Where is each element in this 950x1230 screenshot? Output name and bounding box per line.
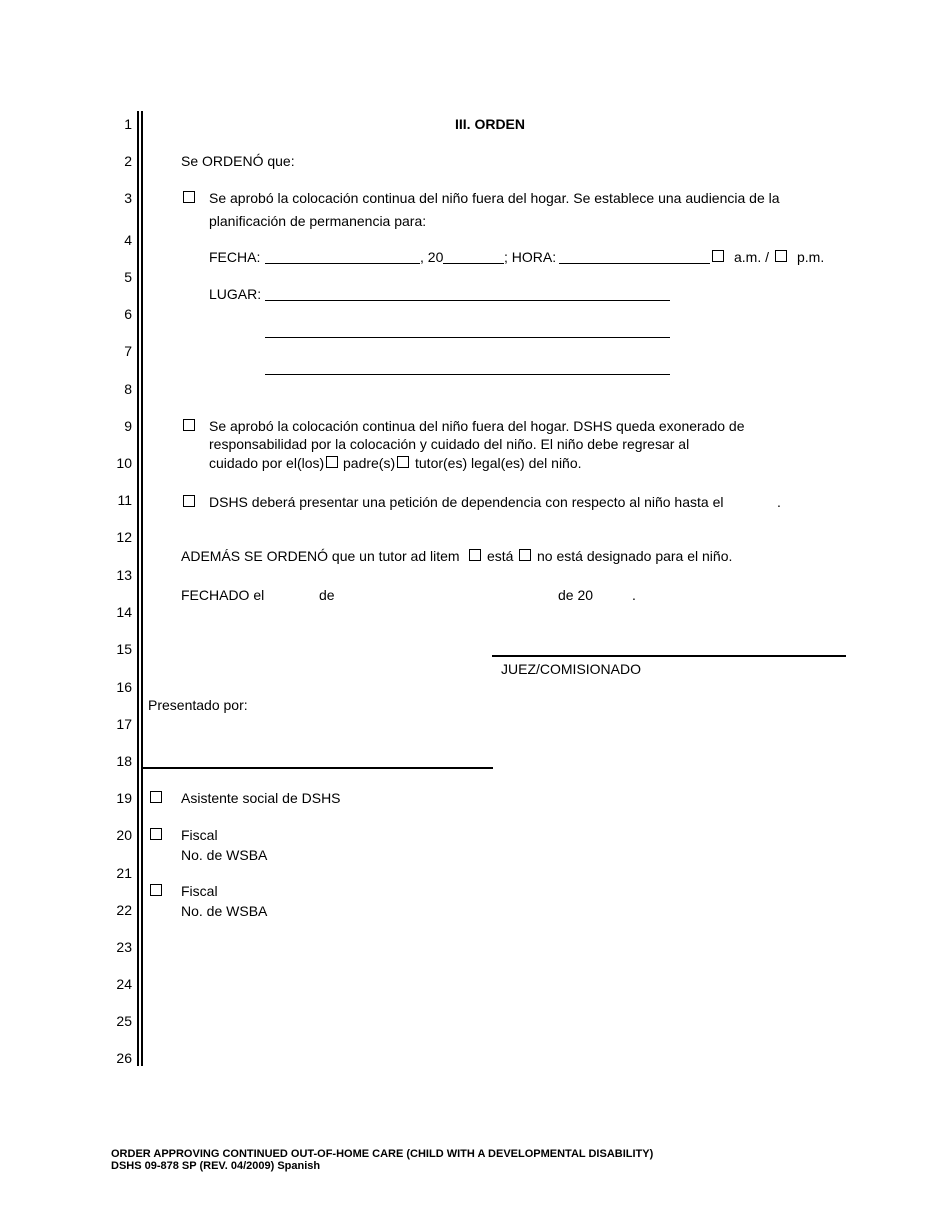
- line-number-9: 9: [124, 418, 132, 434]
- guardian-no-esta-checkbox[interactable]: [519, 549, 531, 561]
- fecha-label: FECHA:: [209, 249, 261, 265]
- dated-de: de: [319, 587, 335, 603]
- option2-text-line3c: tutor(es) legal(es) del niño.: [415, 455, 582, 471]
- lugar-label: LUGAR:: [209, 286, 262, 302]
- presenter-signature-line[interactable]: [141, 767, 493, 769]
- footer-form-number: DSHS 09-878 SP (REV. 04/2009) Spanish: [111, 1160, 321, 1172]
- line-number-23: 23: [116, 939, 132, 955]
- option3-text: DSHS deberá presentar una petición de dependencia con respecto al niño hasta el: [209, 494, 724, 510]
- line-number-24: 24: [116, 976, 132, 992]
- wsba1-label: No. de WSBA: [181, 847, 268, 863]
- section-title: III. ORDEN: [455, 116, 526, 132]
- option2-text-line3b: padre(s): [343, 455, 396, 471]
- line-number-19: 19: [116, 790, 132, 806]
- option2-checkbox[interactable]: [183, 419, 195, 431]
- line-number-6: 6: [124, 306, 132, 322]
- presented-by-label: Presentado por:: [148, 697, 248, 713]
- line-number-15: 15: [116, 641, 132, 657]
- fiscal1-checkbox[interactable]: [150, 828, 162, 840]
- line-number-5: 5: [124, 269, 132, 285]
- option1-text-line2: planificación de permanencia para:: [209, 213, 427, 229]
- line-number-11: 11: [117, 492, 132, 508]
- option1-checkbox[interactable]: [183, 191, 195, 203]
- line-number-20: 20: [116, 827, 132, 843]
- line-number-12: 12: [116, 529, 132, 545]
- judge-signature-line[interactable]: [492, 655, 846, 657]
- dated-label: FECHADO el: [181, 587, 265, 603]
- option2-text-line3a: cuidado por el(los): [209, 455, 325, 471]
- option3-end: .: [777, 494, 781, 510]
- line-number-17: 17: [116, 716, 132, 732]
- year-field[interactable]: [443, 263, 504, 264]
- margin-rule-right: [141, 111, 143, 1066]
- line-number-13: 13: [116, 567, 132, 583]
- am-checkbox[interactable]: [712, 250, 724, 262]
- line-number-8: 8: [124, 381, 132, 397]
- guardian-esta-checkbox[interactable]: [469, 549, 481, 561]
- hora-field[interactable]: [559, 263, 710, 264]
- line-number-18: 18: [116, 753, 132, 769]
- margin-rule-left: [137, 111, 139, 1066]
- line-number-26: 26: [116, 1050, 132, 1066]
- line-number-4: 4: [124, 232, 132, 248]
- line-number-21: 21: [116, 865, 132, 881]
- pm-checkbox[interactable]: [775, 250, 787, 262]
- option2-text-line1: Se aprobó la colocación continua del niño fuera del hogar. DSHS queda exonerado de: [209, 418, 745, 434]
- year-prefix: , 20: [420, 249, 444, 265]
- lugar-field-3[interactable]: [265, 374, 670, 375]
- wsba2-label: No. de WSBA: [181, 903, 268, 919]
- hora-label: ; HORA:: [504, 249, 557, 265]
- option2-text-line2: responsabilidad por la colocación y cuidado del niño. El niño debe regresar al: [209, 436, 690, 452]
- social-worker-label: Asistente social de DSHS: [181, 790, 341, 806]
- footer-form-title: ORDER APPROVING CONTINUED OUT-OF-HOME CARE (CHILD WITH A DEVELOPMENTAL DISABILITY): [111, 1148, 654, 1160]
- ordered-intro: Se ORDENÓ que:: [181, 153, 295, 169]
- social-worker-checkbox[interactable]: [150, 791, 162, 803]
- guardian-esta-label: está: [487, 548, 514, 564]
- line-number-7: 7: [124, 343, 132, 359]
- judge-label: JUEZ/COMISIONADO: [501, 661, 642, 677]
- line-number-2: 2: [124, 153, 132, 169]
- fiscal2-label: Fiscal: [181, 883, 218, 899]
- lugar-field-1[interactable]: [265, 300, 670, 301]
- parents-checkbox[interactable]: [326, 456, 338, 468]
- dated-end: .: [632, 587, 636, 603]
- guardian-no-esta-label: no está designado para el niño.: [537, 548, 733, 564]
- fecha-field[interactable]: [265, 263, 420, 264]
- option1-text-line1: Se aprobó la colocación continua del niño fuera del hogar. Se establece una audiencia de la: [209, 190, 780, 206]
- pm-label: p.m.: [797, 249, 825, 265]
- line-number-22: 22: [116, 902, 132, 918]
- line-number-10: 10: [116, 455, 132, 471]
- am-label: a.m. /: [734, 249, 770, 265]
- fiscal1-label: Fiscal: [181, 827, 218, 843]
- lugar-field-2[interactable]: [265, 337, 670, 338]
- line-number-14: 14: [116, 604, 132, 620]
- guardians-checkbox[interactable]: [397, 456, 409, 468]
- line-number-25: 25: [116, 1013, 132, 1029]
- line-number-1: 1: [124, 116, 132, 132]
- guardian-intro: ADEMÁS SE ORDENÓ que un tutor ad litem: [181, 548, 460, 564]
- line-number-3: 3: [124, 190, 132, 206]
- dated-de20: de 20: [558, 587, 594, 603]
- line-number-16: 16: [116, 679, 132, 695]
- option3-checkbox[interactable]: [183, 495, 195, 507]
- fiscal2-checkbox[interactable]: [150, 884, 162, 896]
